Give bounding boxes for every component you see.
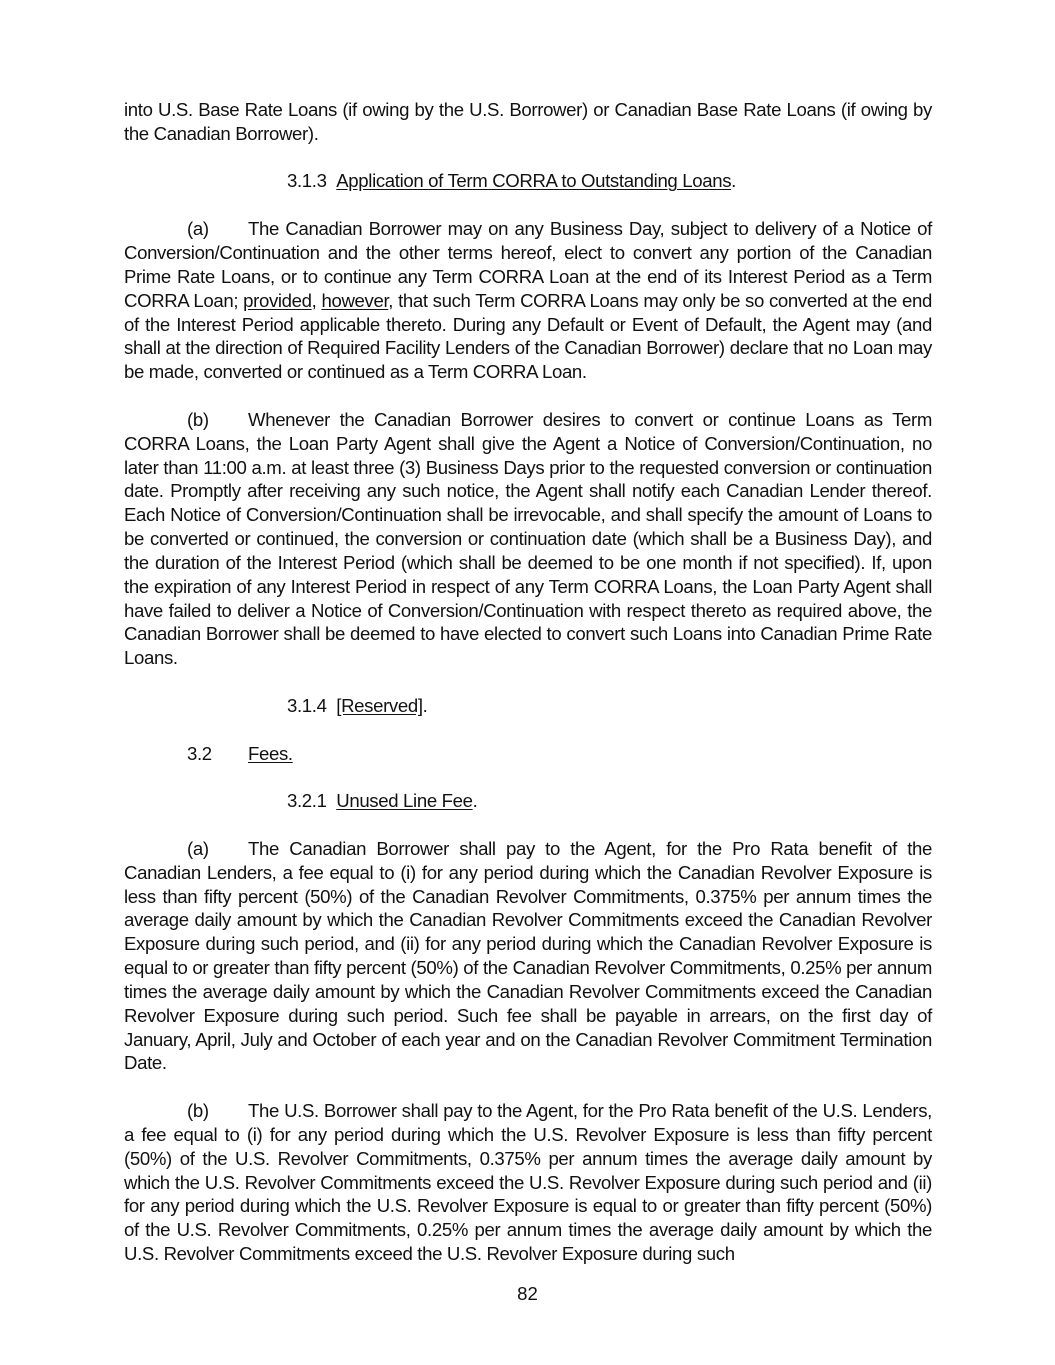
section-3-2-1-paragraph-a — [124, 837, 932, 1075]
section-number: 3.2.1 — [287, 790, 327, 812]
section-title: Fees. — [248, 742, 293, 764]
section-3-2-heading — [124, 742, 932, 766]
section-3-2-1-heading — [124, 789, 932, 813]
paragraph-text: The Canadian Borrower shall pay to the Agent, for the Pro Rata benefit of the Canadian Lenders, a fee equal to (i) for any period during which the Canadian Revolver Exposure is less than fifty percent (50%) of the Canadian Revolver Commitments, 0.375% per annum times the average daily amount by which the Canadian Revolver Commitments exceed the Canadian Revolver Exposure during such period, and (ii) for any period during which the Canadian Revolver Exposure is equal to or greater than fifty percent (50%) of the Canadian Revolver Commitments, 0.25% per annum times the average daily amount by which the Canadian Revolver Commitments exceed the Canadian Revolver Exposure during such period. Such fee shall be payable in arrears, on the first day of January, April, July and October of each year and on the Canadian Revolver Commitment Termination Date. — [124, 837, 932, 1074]
paragraph-marker: (a) — [187, 837, 209, 859]
paragraph-text: The Canadian Borrower may on any Business Day, subject to delivery of a Notice of Conversion/Continuation and the other terms hereof, elect to convert any portion of the Canadian Prime Rate Loans, or to continue any Term CORRA Loan at the end of its Interest Period as a Term CORRA Loan; — [124, 218, 932, 311]
paragraph-marker: (b) — [187, 1100, 209, 1122]
continuation-paragraph: into U.S. Base Rate Loans (if owing by the U.S. Borrower) or Canadian Base Rate Loans (if owing by the Canadian Borrower). — [124, 99, 932, 144]
section-3-2-1-paragraph-b — [124, 1099, 932, 1266]
paragraph-marker: (a) — [187, 218, 209, 240]
section-3-1-3-paragraph-a: (a) The Canadian Borrower may on any Business Day, subject to delivery of a Notice of Conversion/Continuation and the other terms hereof, elect to convert any portion of the Canadian Prime Rate Loans, or to continue any Term CORRA Loan at the end of its Interest Period as a Term CORRA Loan; provided, however, that such Term CORRA Loans may only be so converted at the end of the Interest Period applicable thereto. During any Default or Event of Default, the Agent may (and shall at the direction of Required Facility Lenders of the Canadian Borrower) declare that no Loan may be made, converted or continued as a Term CORRA Loan. — [124, 218, 932, 383]
section-3-1-4-heading — [124, 694, 932, 718]
heading-period: . — [472, 790, 478, 812]
however-term: however — [321, 289, 389, 311]
section-title: Application of Term CORRA to Outstanding Loans — [336, 170, 732, 192]
section-3-1-3-paragraph-b — [124, 408, 932, 670]
provided-term: provided — [243, 289, 312, 311]
document-page — [124, 98, 932, 1290]
section-title: Unused Line Fee — [336, 790, 473, 812]
paragraph-marker: (b) — [187, 408, 209, 430]
page-number: 82 — [517, 1283, 538, 1304]
section-number: 3.1.3 — [287, 170, 327, 192]
heading-period: . — [422, 694, 428, 716]
paragraph-text: The U.S. Borrower shall pay to the Agent, for the Pro Rata benefit of the U.S. Lenders, a fee equal to (i) for any period during which the U.S. Revolver Exposure is less than fifty percent (50%) of the U.S. Revolver Commitments, 0.375% per annum times the average daily amount by which the U.S. Revolver Commitments exceed the U.S. Revolver Exposure during such period and (ii) for any period during which the U.S. Revolver Exposure is equal to or greater than fifty percent (50%) of the U.S. Revolver Commitments, 0.25% per annum times the average daily amount by which the U.S. Revolver Commitments exceed the U.S. Revolver Exposure during such — [124, 1100, 932, 1265]
paragraph-text: Whenever the Canadian Borrower desires to convert or continue Loans as Term CORRA Loans, the Loan Party Agent shall give the Agent a Notice of Conversion/Continuation, no later than 11:00 a.m. at least three (3) Business Days prior to the requested conversion or continuation date. Promptly after receiving any such notice, the Agent shall notify each Canadian Lender thereof. Each Notice of Conversion/Continuation shall be irrevocable, and shall specify the amount of Loans to be converted or continued, the conversion or continuation date (which shall be a Business Day), and the duration of the Interest Period (which shall be deemed to be one month if not specified). If, upon the expiration of any Interest Period in respect of any Term CORRA Loans, the Loan Party Agent shall have failed to deliver a Notice of Conversion/Continuation with respect thereto as required above, the Canadian Borrower shall be deemed to have elected to convert such Loans into Canadian Prime Rate Loans. — [124, 408, 932, 669]
paragraph-text: , that such Term CORRA Loans may only be so converted at the end of the Interest Period applicable thereto. During any Default or Event of Default, the Agent may (and shall at the direction of Required Facility Lenders of the Canadian Borrower) declare that no Loan may be made, converted or continued as a Term CORRA Loan. — [124, 289, 932, 383]
section-number: 3.2 — [187, 742, 212, 764]
section-title: [Reserved] — [336, 694, 423, 716]
section-3-1-3-heading — [124, 169, 932, 193]
heading-period: . — [731, 170, 736, 192]
section-number: 3.1.4 — [287, 694, 327, 716]
